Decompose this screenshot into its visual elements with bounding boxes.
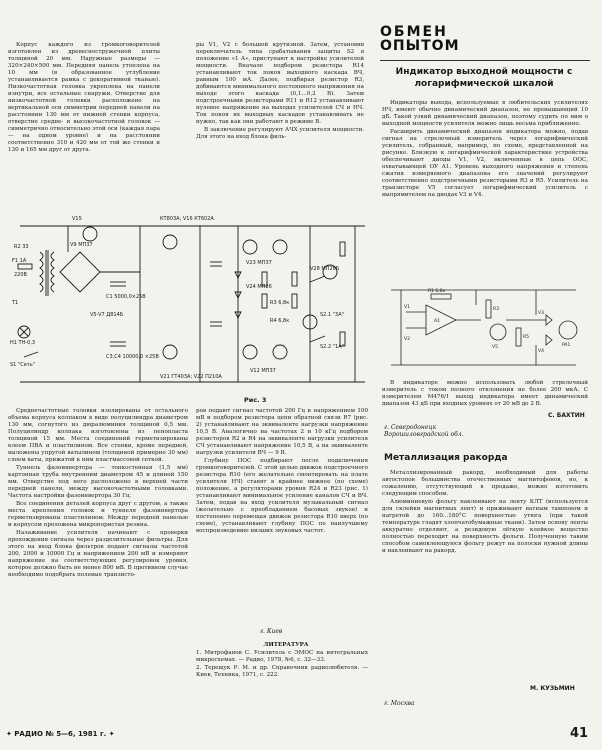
svg-text:R2 33: R2 33: [14, 244, 29, 250]
left-top-paragraph: Корпус каждого из громкоговорителей изготовлен из древесностружечной плиты толщиной 20 мм. Наружные размеры — 320×240×500 мм. Передняя панель утоплена на 10 мм (в образованное углубление устанавливается рамка с декоративной тканью). Низкочастотная головка укреплена на панели изнутри, все остальные снаружи. Отверстие для низкочастотной головки расположено на вертикальной оси симметрии передней панели на расстоянии 130 мм от нижней стенки корпуса, отверстие средне- и высокочастотной головок — симметрично относительно этой оси (каждая пара — на одном уровне) и на расстоянии соответственно 310 и 420 мм от той же стенки и 130 и 165 мм друг от друга.: [8, 42, 160, 153]
svg-text:S1 "Сеть": S1 "Сеть": [10, 362, 35, 368]
svg-text:220В: 220В: [14, 272, 27, 278]
svg-text:V9 МП37: V9 МП37: [70, 242, 93, 248]
left-bottom-paragraph-4: Налаживание усилителя начинают с проверки прохождения сигнала через разделительные фильтры. Для этого на вход блока фильтров подают сигналы частотой 200, 2000 и 10000 Гц и напряжением 200 мВ и измеряют напряжение на соответствующих регулировок уровня, которое должно быть не менее 800 мВ. В противном случае необходимо подобрать полевые транзисто-: [8, 530, 188, 578]
svg-text:R3: R3: [493, 307, 499, 312]
svg-text:R4 6,8к: R4 6,8к: [270, 318, 290, 324]
svg-text:V28 МП26Б: V28 МП26Б: [310, 266, 340, 272]
middle-bottom-column: [196, 408, 368, 536]
svg-text:R5: R5: [523, 335, 529, 340]
svg-text:V23 МП37: V23 МП37: [246, 260, 272, 266]
right-top-column: [382, 100, 588, 200]
section-header-line1: ОБМЕН: [380, 24, 448, 40]
figure-caption: Рис. 3: [244, 396, 267, 404]
section-header-line2: ОПЫТОМ: [380, 38, 460, 54]
svg-text:H1 ТН-0,3: H1 ТН-0,3: [10, 340, 36, 346]
svg-text:V15: V15: [72, 216, 82, 222]
indicator-paragraph-3: В индикаторе можно использовать любой стрелочный измеритель с током полного отклонения не более 200 мкА. С измерителем М476/1 выход индикатора имеет динамический диапазон 43 дБ при входных уровнях от 20 мВ до 2 В.: [382, 380, 588, 407]
svg-text:V21 ГТ403А; V22 П210А: V21 ГТ403А; V22 П210А: [160, 374, 222, 380]
indicator-paragraph-2: Расширить динамический диапазон индикатора можно, подав сигнал на стрелочный измеритель через логарифмический усилитель, собранный, например, по схеме, представленной на рисунке. Близкую к логарифмической характеристике устройства обеспечивают диоды V1, V2, включенные в цепь ООС, охватывающей ОУ А1. Уровень выходного напряжения и степень сжатия измеряемого диапазона его значений регулируют соответственно подстроечными резисторами R3 и R5. Усилитель на транзисторе V5 согласует логарифмический усилитель с выпрямителем на диодах V3 и V4.: [382, 129, 588, 198]
svg-text:C1 5000,0×25В: C1 5000,0×25В: [106, 294, 146, 300]
left-bottom-column: [8, 408, 188, 580]
rakord-paragraph-1: Металлизированный ракорд, необходимый для работы автостопов большинства отечественных магнитофонов, но, к сожалению, отсутствующий в продаже, можно изготовить следующим способом.: [382, 470, 588, 497]
svg-text:C3,C4 10000,0 ×25В: C3,C4 10000,0 ×25В: [106, 354, 159, 360]
svg-text:F1 1А: F1 1А: [12, 258, 27, 264]
right-bottom-column: [382, 470, 588, 556]
place-kiev: г. Киев: [260, 628, 283, 635]
rakord-paragraph-2: Алюминиевую фольгу наклеивают на ленту КЛТ (используется для склейки магнитных лент) и прижимают ватным тампоном и нагретой до 160...180°С поверхностью утюга (при такой температуре гладят хлопчатобумажные ткани). Затем основу ленты аккуратно отделяют, а резидовую лёгкую клейкое вещество полностью переходит на поверхность фольги. Полученную таким способом самоклеющуюся фольгу режут на полоски нужной длины и наклеивают на ракорд.: [382, 499, 588, 554]
amplifier-schematic: [10, 212, 374, 394]
middle-top-paragraph-2: В заключение регулируют АЧХ усилителя мощности. Для этого на вход блока филь-: [196, 127, 364, 140]
svg-text:S2.1 "3А": S2.1 "3А": [320, 312, 344, 318]
place-severodonetsk: г. Северодонецк Ворошиловградской обл.: [384, 424, 464, 438]
middle-top-paragraph-1: ры V1, V2 с большой крутизной. Затем, установив переключатель типа срабатывания защиты S2 в положение «1 А», приступают к настройке усилителей мощности. Вначале подбором резистора R14 устанавливают ток покоя выходного каскада ВЧ, равным 100 мА. Далее, подбирая резистор R3, добиваются минимального постоянного напряжения на выходе этого каскада (0,1...0,2 В). Затем подстроечными резисторами R11 и R12 устанавливают нулевое напряжение на выходах усилителей СЧ и НЧ. Ток покоя их выходных каскадов устанавливать не нужно, так как они работают в режиме В.: [196, 42, 364, 125]
article-title-rakord: Металлизация ракорда: [384, 453, 508, 463]
svg-text:V5: V5: [492, 345, 498, 350]
left-bottom-paragraph-3: Все соединения деталей корпуса друг с другом, а также места крепления головок и туннеля фазоинвертора герметизированы пластилином. Между передней панелью и корпусом проложена микропористая резина.: [8, 501, 188, 528]
svg-text:V24 МП26: V24 МП26: [246, 284, 272, 290]
svg-text:V2: V2: [404, 337, 410, 342]
article-title-indicator: Индикатор выходной мощности с логарифмической шкалой: [395, 67, 573, 89]
indicator-schematic: [386, 270, 586, 375]
signature-bakhtin: С. БАХТИН: [548, 412, 585, 419]
left-bottom-paragraph-2: Туннель фазоинвертора — тонкостенная (1,5 мм) картонная труба внутренним диаметром 45 и длиной 150 мм. Отверстие под него расположено в верхней части передней панели, между высокочастотными головками. Частота настройки фазоинвертора 30 Гц.: [8, 465, 188, 499]
page-number: 41: [570, 726, 589, 741]
svg-text:T1: T1: [12, 300, 19, 306]
left-bottom-paragraph-1: Среднечастотные головки изолированы от остального объема корпуса колпаком в виде полуцилиндра диаметром 130 мм, согнутого из дюралюминия толщиной 0,5 мм. Полуцилиндр колпака изготовлены из пенопласта толщиной 15 мм. Места соединений герметизированы клеем ПВА и пластилином. Все стенки, кроме передней, выложены упругой ватылином (толщиной примерно 30 мм) слоем ваты, прижатой к ним пластмассовой сеткой.: [8, 408, 188, 463]
svg-text:V4: V4: [538, 349, 544, 354]
section-header: [380, 24, 458, 58]
svg-text:A1: A1: [434, 319, 440, 324]
footer-issue: ✦ РАДИО № 5—6, 1981 г. ✦: [6, 730, 115, 738]
indicator-paragraph-1: Индикаторы выхода, используемые в любительских усилителях НЧ, имеют обычно динамический диапазон, не превышающий 10 дБ. Такой узкий динамический диапазон, поэтому судить по ним о выходной мощности усилителя можно лишь весьма приближенно.: [382, 100, 588, 127]
svg-text:R1 6,8к: R1 6,8к: [428, 289, 446, 294]
signature-kuzmin: М. КУЗЬМИН: [530, 685, 575, 692]
left-top-column: [8, 42, 160, 155]
right-mid-column: [382, 380, 588, 409]
svg-text:S2.2 "1А": S2.2 "1А": [320, 344, 344, 350]
svg-text:КТ803А; V16 КТ602А: КТ803А; V16 КТ602А: [160, 216, 214, 222]
middle-top-column: [196, 42, 364, 142]
svg-text:PA1: PA1: [562, 343, 571, 348]
middle-bottom-paragraph-2: Глубину ПОС подбирают после подключения громкоговорителей. С этой целью движок подстроечного резистора R10 (его желательно смонтировать на плате усилителя НЧ) ставят в крайнее нижнее (по схеме) положение, а регуляторами уровня R24 и R23 (рис. 1) устанавливают минимальное усиление каналов СЧ и ВЧ. Затем, подав на вход усилителя музыкальный сигнал (желательно с преобладанием басовых звуков) и постепенно перемещая движок резистора R10 вверх (по схеме), устанавливают глубину ПОС по наилучшему воспроизведению низших звуковых частот.: [196, 458, 368, 534]
svg-text:V5-V7 Д814Б: V5-V7 Д814Б: [90, 312, 124, 318]
literature-block: [196, 642, 368, 680]
svg-text:R3 6,8к: R3 6,8к: [270, 300, 290, 306]
place-moscow: г. Москва: [384, 700, 415, 707]
literature-item-1: 1. Митрофанов С. Усилитель с ЭМОС на интегральных микросхемах. — Радио, 1978, №6, с. 32—33.: [196, 650, 368, 663]
svg-text:V12 МП37: V12 МП37: [250, 368, 276, 374]
svg-text:V1: V1: [404, 305, 410, 310]
header-rule: [380, 60, 590, 61]
svg-text:V3: V3: [538, 311, 544, 316]
literature-item-2: 2. Терещук Р. М. и др. Справочник радиолюбителя. — Киев, Техника, 1971, с. 222.: [196, 665, 368, 678]
literature-heading: ЛИТЕРАТУРА: [263, 642, 309, 648]
middle-bottom-paragraph-1: ров подают сигнал частотой 200 Гц и напряжением 100 мВ и подбором резистора цепи обратной связи R7 (рис. 2) устанавливают на эквиваленте нагрузки напряжение 10,5 В. Аналогично на частотах 2 и 10 кГц подбором резисторов R2 и R4 на эквиваленте нагрузки усилителя СЧ устанавливают напряжение 10,5 В, а на эквиваленте нагрузки усилителя ВЧ — 9 В.: [196, 408, 368, 456]
